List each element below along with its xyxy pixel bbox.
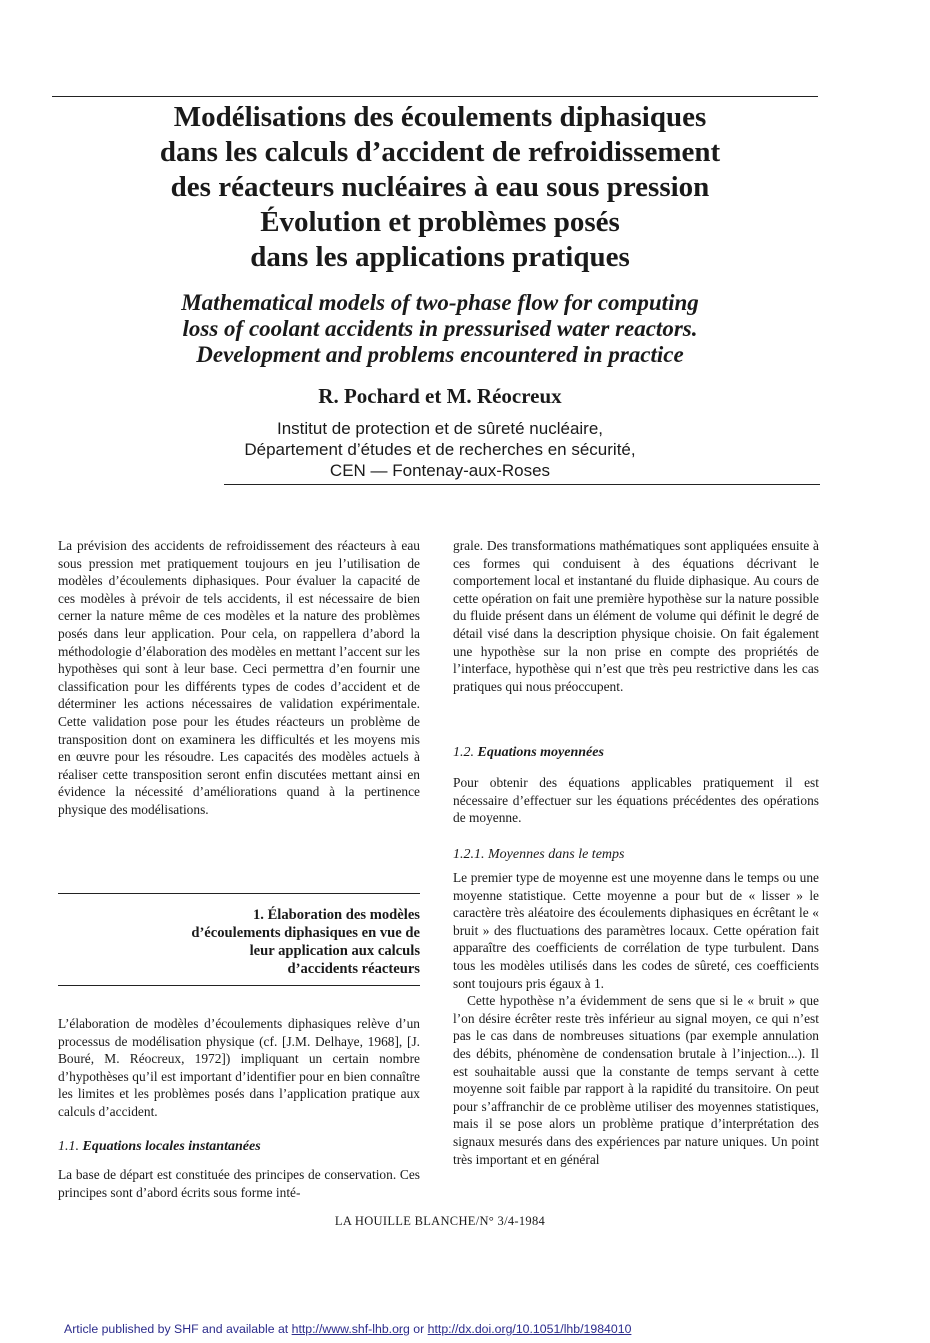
subsection-1-2-1-text	[453, 869, 819, 1168]
paragraph: Le premier type de moyenne est une moyenne dans le temps ou une moyenne statistique. Cette moyenne a pour but de « lisser » le caractère très aléatoire des écoulements diphasiques en écrêtant le « bruit » des fluctuations des paramètres locaux. Cette opération fait apparaître des coefficients de corrélation de type turbulent. Dans tous les modèles utilisés dans les codes de sûreté, ces coefficients sont toujours pris égaux à 1.	[453, 870, 819, 991]
journal-footer: LA HOUILLE BLANCHE/N° 3/4-1984	[334, 1214, 546, 1228]
heading-line: d’écoulements diphasiques en vue de	[191, 925, 420, 941]
heading-line: leur application aux calculs	[249, 943, 420, 959]
abstract	[58, 537, 420, 819]
section-rule-bottom	[58, 985, 420, 986]
subsection-number: 1.2.1.	[453, 847, 485, 862]
article-availability-note	[64, 1322, 631, 1336]
subsection-title: Equations moyennées	[477, 745, 604, 760]
title-french	[60, 100, 820, 275]
subsection-number: 1.1.	[58, 1139, 79, 1154]
paragraph: Pour obtenir des équations applicables pratiquement il est nécessaire d’effectuer sur les équations précédentes des opérations de moyenne.	[453, 775, 819, 826]
affiliation	[60, 418, 820, 481]
shf-link[interactable]: http://www.shf-lhb.org	[291, 1322, 410, 1336]
header-bottom-rule	[224, 484, 820, 485]
title-line: Évolution et problèmes posés	[260, 206, 620, 238]
heading-line: d’accidents réacteurs	[287, 961, 420, 977]
note-prefix: Article published by SHF and available at	[64, 1322, 292, 1336]
subsection-1-1-text	[58, 1166, 420, 1201]
subsection-title: Moyennes dans le temps	[488, 847, 625, 862]
subsection-title: Equations locales instantanées	[82, 1139, 261, 1154]
paragraph: Cette hypothèse n’a évidemment de sens que si le « bruit » que l’on désire écrêter reste très inférieur au signal moyen, ce qui n’est pas le cas dans de nombreuses situations (par exemple annulation des débits, phénomène de condensation brutale à l’injection...). Il est souhaitable aussi que la constante de temps servant à cette moyenne soit faible par rapport à la rapidité du transitoire. On peut pour s’affranchir de ce problème utiliser des moyennes statistiques, mais il se pose alors un problème pratique d’interprétation des signaux mesurés dans des expériences par nature uniques. Un point très important et en général	[453, 993, 819, 1167]
note-middle: or	[409, 1322, 428, 1336]
authors: R. Pochard et M. Réocreux	[318, 384, 562, 408]
subsection-number: 1.2.	[453, 745, 474, 760]
right-column-continuation	[453, 537, 819, 695]
title-line: Modélisations des écoulements diphasiques	[173, 101, 707, 133]
affiliation-line: Institut de protection et de sûreté nucléaire,	[276, 419, 604, 438]
heading-line: 1. Élaboration des modèles	[252, 907, 420, 923]
title-line: dans les calculs d’accident de refroidissement	[159, 136, 721, 168]
subtitle-line: Development and problems encountered in practice	[196, 342, 684, 367]
subtitle-line: Mathematical models of two-phase flow for computing	[181, 290, 699, 315]
section-1-intro	[58, 1015, 420, 1121]
subtitle-line: loss of coolant accidents in pressurised water reactors.	[182, 316, 698, 341]
paragraph: La base de départ est constituée des principes de conservation. Ces principes sont d’abord écrits sous forme inté-	[58, 1167, 420, 1200]
title-english	[60, 290, 820, 368]
section-1-intro-text: L’élaboration de modèles d’écoulements diphasiques relève d’un processus de modélisation physique (cf. [J.M. Delhaye, 1968], [J. Bouré, M. Réocreux, 1972]) impliquant un certain nombre d’hypothèses qu’il est important d’identifier pour en bien connaître les limites et les problèmes posés dans l’application pratique aux calculs d’accident.	[58, 1016, 420, 1119]
title-line: dans les applications pratiques	[250, 241, 630, 273]
section-1-heading	[58, 906, 420, 978]
top-rule	[52, 96, 818, 97]
subsection-1-2-1-heading	[453, 846, 624, 864]
subsection-1-2-text	[453, 774, 819, 827]
affiliation-line: CEN — Fontenay-aux-Roses	[329, 461, 551, 480]
subsection-1-1-heading	[58, 1138, 261, 1156]
subsection-1-2-heading	[453, 744, 604, 762]
section-rule-top	[58, 893, 420, 894]
title-line: des réacteurs nucléaires à eau sous pression	[170, 171, 710, 203]
doi-link[interactable]: http://dx.doi.org/10.1051/lhb/1984010	[427, 1322, 632, 1336]
affiliation-line: Département d’études et de recherches en sécurité,	[244, 440, 636, 459]
abstract-text: La prévision des accidents de refroidissement des réacteurs à eau sous pression met pratiquement toujours en jeu l’utilisation de modèles d’écoulements diphasiques. Pour évaluer la capacité de ces modèles à prévoir de tels accidents, il est nécessaire de bien cerner la nature même de ces modèles et la nature des problèmes posés dans leur application. Pour cela, on rappellera d’abord la méthodologie d’élaboration des modèles en mettant l’accent sur les hypothèses qui sont à leur base. Ceci permettra d’en fournir une classification pour les différents types de codes d’accident et de déterminer les actions nécessaires de validation expérimentale. Cette validation pose pour les études réacteurs un problème de transposition dont on examinera les difficultés et les moyens mis en œuvre pour les résoudre. Les capacités des modèles actuels à réaliser cette transposition seront enfin discutées mettant ainsi en évidence la nécessité d’améliorations quand à la pertinence physique des modélisations.	[58, 538, 420, 817]
paragraph: grale. Des transformations mathématiques sont appliquées ensuite à ces formes qui conduisent à des équations décrivant le comportement local et instantané du fluide diphasique. Au cours de cette opération on fait une première hypothèse sur la nature possible du fluide présent dans un élément de volume qui définit le degré de détail visé dans la description physique choisie. On fait également une hypothèse sur la non prise en compte des propriétés de l’interface, hypothèse qui n’est que très peu restrictive dans les cas pratiques qui nous préoccupent.	[453, 538, 819, 694]
